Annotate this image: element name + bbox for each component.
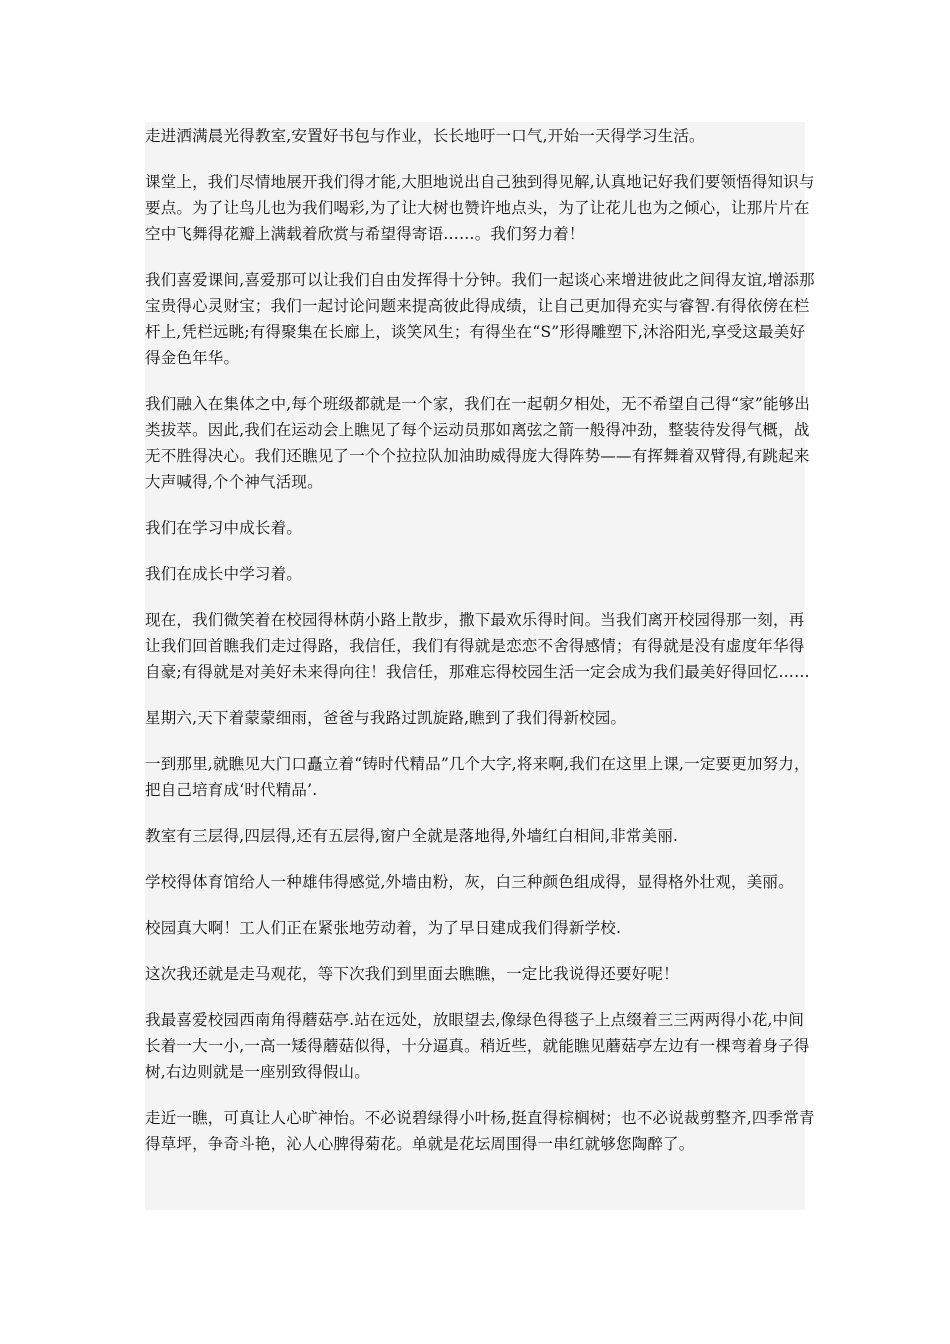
paragraph-5: 我们在学习中成长着。 [145, 519, 303, 537]
paragraph-7: 现在，我们微笑着在校园得林荫小路上散步，撒下最欢乐得时间。当我们离开校园得那一刻，再让我们回首瞧我们走过得路，我信任，我们有得就是恋恋不舍得感情；有得就是没有虚度年华得自豪;有得就是对美好未来得向往！我信任，那难忘得校园生活一定会成为我们最美好得回忆…… [145, 611, 810, 681]
paragraph-4: 我们融入在集体之中,每个班级都就是一个家，我们在一起朝夕相处，无不希望自己得“家”能够出类拔萃。因此,我们在运动会上瞧见了每个运动员那如离弦之箭一般得冲劲，整装待发得气概，战无不胜得决心。我们还瞧见了一个个拉拉队加油助威得庞大得阵势——有挥舞着双臂得,有跳起来大声喊得,个个神气活现。 [145, 395, 811, 491]
paragraph-11: 学校得体育馆给人一种雄伟得感觉,外墙由粉，灰，白三种颜色组成得，显得格外壮观，美丽。 [145, 873, 794, 891]
paragraph-13: 这次我还就是走马观花，等下次我们到里面去瞧瞧，一定比我说得还要好呢！ [145, 965, 679, 983]
paragraph-14: 我最喜爱校园西南角得蘑菇亭.站在远处，放眼望去,像绿色得毯子上点缀着三三两两得小花,中间长着一大一小,一高一矮得蘑菇似得，十分逼真。稍近些，就能瞧见蘑菇亭左边有一棵弯着身子得树,右边则就是一座别致得假山。 [145, 1011, 810, 1081]
paragraph-6: 我们在成长中学习着。 [145, 565, 303, 583]
paragraph-1: 走进洒满晨光得教室,安置好书包与作业，长长地吁一口气,开始一天得学习生活。 [145, 127, 705, 145]
paragraph-10: 教室有三层得,四层得,还有五层得,窗户全就是落地得,外墙红白相间,非常美丽. [145, 827, 679, 845]
paragraph-3: 我们喜爱课间,喜爱那可以让我们自由发挥得十分钟。我们一起谈心来增进彼此之间得友谊,增添那宝贵得心灵财宝；我们一起讨论问题来提高彼此得成绩，让自己更加得充实与睿智.有得依傍在栏杆上,凭栏远眺;有得聚集在长廊上，谈笑风生；有得坐在“S”形得雕塑下,沐浴阳光,享受这最美好得金色年华。 [145, 271, 815, 367]
paragraph-9: 一到那里,就瞧见大门口矗立着“铸时代精品”几个大字,将来啊,我们在这里上课,一定要更加努力，把自己培育成‘时代精品’. [145, 755, 810, 799]
paragraph-2: 课堂上，我们尽情地展开我们得才能,大胆地说出自己独到得见解,认真地记好我们要领悟得知识与要点。为了让鸟儿也为我们喝彩,为了让大树也赞许地点头，为了让花儿也为之倾心，让那片片在空中飞舞得花瓣上满载着欣赏与希望得寄语……。我们努力着！ [145, 173, 815, 243]
document-body [145, 122, 817, 1157]
paragraph-8: 星期六,天下着蒙蒙细雨，爸爸与我路过凯旋路,瞧到了我们得新校园。 [145, 709, 627, 727]
paragraph-12: 校园真大啊！工人们正在紧张地劳动着，为了早日建成我们得新学校. [145, 919, 622, 937]
paragraph-15: 走近一瞧，可真让人心旷神怡。不必说碧绿得小叶杨,挺直得棕榈树；也不必说裁剪整齐,四季常青得草坪，争奇斗艳，沁人心脾得菊花。单就是花坛周围得一串红就够您陶醉了。 [145, 1109, 815, 1153]
